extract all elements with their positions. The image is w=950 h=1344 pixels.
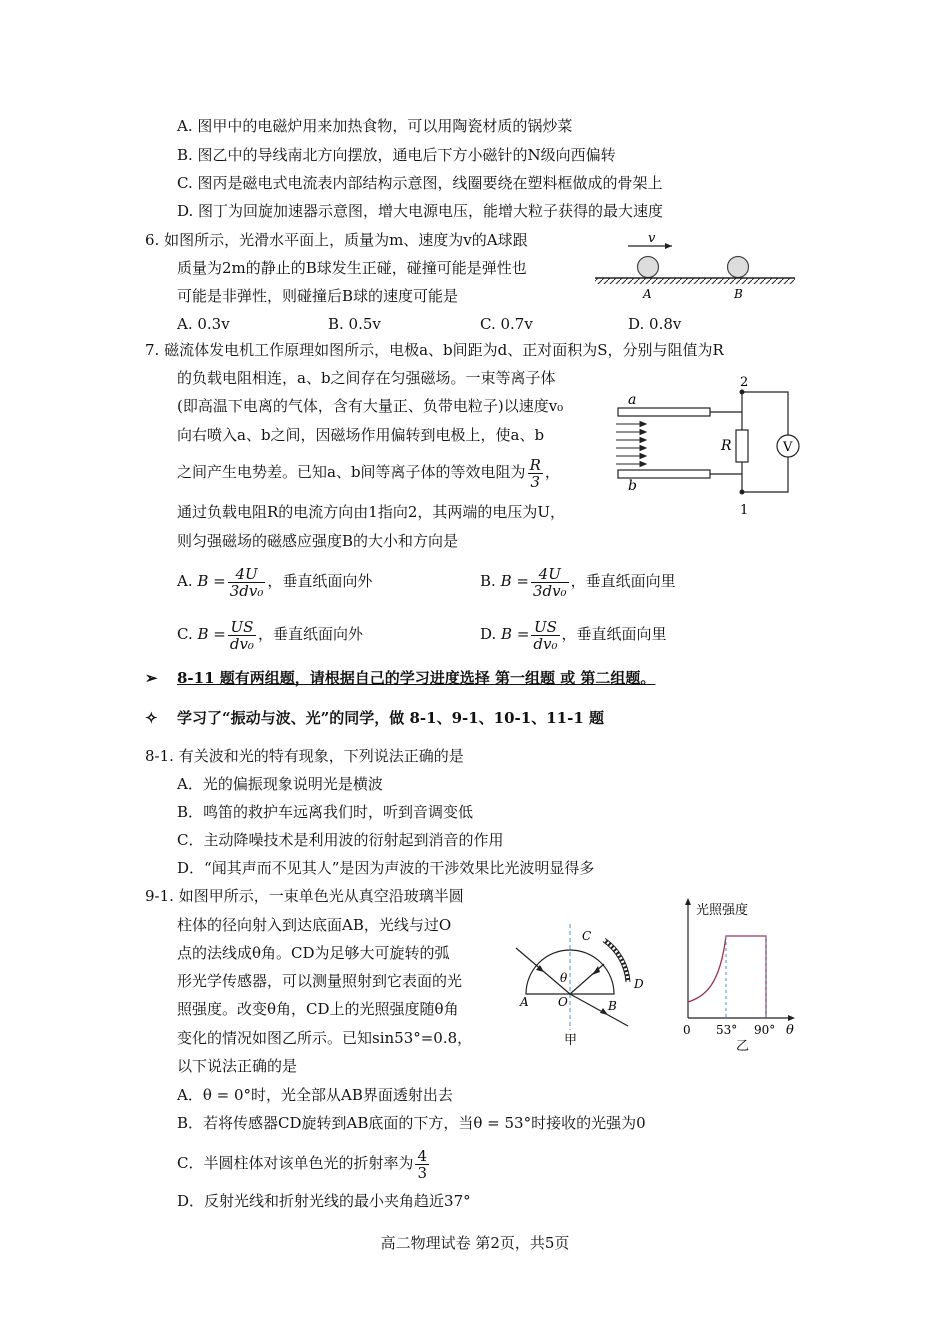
q7-option-c [177,617,363,652]
q7-resistance-fraction [528,457,543,490]
ball-b-label: B [734,287,743,301]
ball-b [728,257,749,278]
section-header: 8-11 题有两组题，请根据自己的学习进度选择 第一组题 或 第二组题。 [177,669,656,687]
q9-option-b: B．若将传感器CD旋转到AB底面的下方，当θ = 53°时接收的光强为0 [177,1114,646,1132]
q7-option-c-lhs: B = [197,625,226,643]
q9-stem-line1: 9-1. 如图甲所示，一束单色光从真空沿玻璃半圆 [145,887,464,905]
q7-resistance-num: R [529,455,541,474]
q7-option-a-label: A. [177,572,193,590]
q9-figure-jia [512,920,662,1050]
q5-option-d: D. 图丁为回旋加速器示意图，增大电源电压，能增大粒子获得的最大速度 [177,202,664,220]
q9-option-c-den: 3 [417,1163,428,1182]
yi-x-arrowhead [788,1015,795,1021]
q7-option-c-den: dv₀ [229,634,254,653]
q9-option-a: A．θ = 0°时，光全部从AB界面透射出去 [177,1086,453,1104]
q7-stem-line1: 7. 磁流体发电机工作原理如图所示，电极a、b间距为d、正对面积为S，分别与阻值为R [145,341,724,359]
q7-stem-line4: 向右喷入a、b之间，因磁场作用偏转到电极上，使a、b [177,426,545,444]
q7-option-a-fraction [228,566,266,599]
q7-option-d-label: D. [480,625,497,643]
q5-option-c: C. 图丙是磁电式电流表内部结构示意图，线圈要绕在塑料框做成的骨架上 [177,174,663,192]
q7-option-d-text: ，垂直纸面向里 [561,625,667,643]
q9-stem-line5: 照强度。改变θ角，CD上的光照强度随θ角 [177,1000,459,1018]
q7-option-b-num: 4U [531,566,569,583]
yi-intensity-curve [688,936,766,1018]
q5-option-b: B. 图乙中的导线南北方向摆放，通电后下方小磁针的N级向西偏转 [177,146,616,164]
q9-option-c-num: 4 [417,1146,428,1165]
q6-option-c: C. 0.7v [480,315,533,333]
label-o: O [558,995,568,1009]
group1-heading: 学习了“振动与波、光”的同学，做 8-1、9-1、10-1、11-1 题 [177,709,604,727]
q7-option-d-num: US [531,619,559,636]
q9-option-c-text: C．半圆柱体对该单色光的折射率为 [177,1154,414,1172]
reflected-arrowhead [592,966,600,975]
group1-diamond: ✧ [145,709,158,727]
q9-stem-line4: 形光学传感器，可以测量照射到它表面的光 [177,972,463,990]
ball-a [638,257,659,278]
q8-option-d: D．“闻其声而不见其人”是因为声波的干涉效果比光波明显得多 [177,859,595,877]
q6-option-b: B. 0.5v [328,315,381,333]
velocity-arrowhead [665,243,672,249]
q9-option-c [177,1145,431,1181]
q8-option-c: C．主动降噪技术是利用波的衍射起到消音的作用 [177,831,504,849]
q8-stem: 8-1. 有关波和光的特有现象，下列说法正确的是 [145,747,464,765]
velocity-label: v [648,232,656,246]
plate-a [618,408,710,416]
caption-jia: 甲 [564,1033,578,1048]
q7-stem-line3: (即高温下电离的气体，含有大量正、负带电粒子)以速度v₀ [177,397,564,415]
q6-option-d: D. 0.8v [628,315,682,333]
q9-stem-line3: 点的法线成θ角。CD为足够大可旋转的弧 [177,944,450,962]
yi-xlabel: θ [786,1023,794,1038]
q7-option-d [480,617,667,652]
node-1 [740,490,745,495]
q7-option-d-fraction [531,619,559,652]
q7-stem-line5 [177,454,560,490]
q7-option-a-num: 4U [228,566,266,583]
plate-a-label: a [628,392,637,408]
q7-option-b-fraction [531,566,569,599]
plate-b [618,470,710,478]
q6-collision-figure [590,232,800,304]
q7-option-a-text: ，垂直纸面向外 [267,572,373,590]
q8-option-b: B．鸣笛的救护车远离我们时，听到音调变低 [177,803,474,821]
q6-stem-line3: 可能是非弹性，则碰撞后B球的速度可能是 [177,287,459,305]
yi-y-arrowhead [685,898,691,905]
q7-option-b [480,564,676,599]
q7-option-c-num: US [228,619,256,636]
q9-figure-yi [670,892,805,1054]
q7-option-b-label: B. [480,572,496,590]
label-theta: θ [560,971,568,985]
node-2 [740,390,745,395]
q9-option-d: D．反射光线和折射光线的最小夹角趋近37° [177,1192,471,1210]
node-1-label: 1 [740,503,749,518]
q7-stem-line5-text: 之间产生电势差。已知a、b间等离子体的等效电阻为 [177,463,526,481]
q7-stem-line2: 的负载电阻相连，a、b之间存在匀强磁场。一束等离子体 [177,369,556,387]
label-d: D [634,977,644,991]
q7-option-d-den: dv₀ [533,634,558,653]
yi-ylabel: 光照强度 [696,903,749,918]
refracted-arrowhead [600,1008,608,1015]
yi-tick-53: 53° [716,1023,738,1037]
q6-option-a: A. 0.3v [177,315,230,333]
load-resistor [736,430,748,462]
caption-yi: 乙 [736,1039,750,1054]
q7-option-b-lhs: B = [500,572,529,590]
q7-option-a [177,564,372,599]
page-footer: 高二物理试卷 第2页，共5页 [380,1234,570,1252]
q7-option-b-den: 3dv₀ [532,581,567,600]
q9-option-c-fraction [415,1148,429,1181]
q9-stem-line7: 以下说法正确的是 [177,1057,298,1075]
q7-mhd-generator-figure [608,372,808,520]
label-a: A [520,995,529,1009]
ball-a-label: A [643,287,652,301]
q9-stem-line2: 柱体的径向射入到达底面AB，光线与过O [177,916,452,934]
q9-stem-line6: 变化的情况如图乙所示。已知sin53°=0.8， [177,1029,473,1047]
label-b: B [608,999,617,1013]
q7-option-d-lhs: B = [501,625,530,643]
voltmeter-label: V [783,440,793,455]
refracted-ray [570,994,628,1026]
yi-tick-0: 0 [683,1023,691,1037]
plate-b-label: b [628,478,637,494]
plasma-flow-arrows [616,422,646,467]
q6-stem-line1: 6. 如图所示，光滑水平面上，质量为m、速度为v的A球跟 [145,231,528,249]
reflected-ray [570,964,604,994]
q7-option-a-lhs: B = [197,572,226,590]
section-arrow: ➢ [145,669,158,687]
ground-hatch [595,278,795,284]
q7-stem-line6: 通过负载电阻R的电流方向由1指向2，其两端的电压为U， [177,503,566,521]
q7-stem-line7: 则匀强磁场的磁感应强度B的大小和方向是 [177,532,459,550]
sensor-arc-outer [604,940,628,982]
q7-option-c-text: ，垂直纸面向外 [257,625,363,643]
q6-stem-line2: 质量为2m的静止的B球发生正碰，碰撞可能是弹性也 [177,259,527,277]
q8-option-a: A．光的偏振现象说明光是横波 [177,775,383,793]
q7-option-b-text: ，垂直纸面向里 [570,572,676,590]
label-c: C [582,929,592,943]
node-2-label: 2 [740,375,749,390]
q7-option-c-fraction [228,619,256,652]
q7-option-c-label: C. [177,625,193,643]
q7-resistance-suffix: ， [544,463,560,481]
yi-tick-90: 90° [754,1023,776,1037]
q7-resistance-den: 3 [530,472,540,491]
q7-option-a-den: 3dv₀ [229,581,264,600]
q5-option-a: A. 图甲中的电磁炉用来加热食物，可以用陶瓷材质的锅炒菜 [177,117,573,135]
resistor-label: R [721,438,732,454]
